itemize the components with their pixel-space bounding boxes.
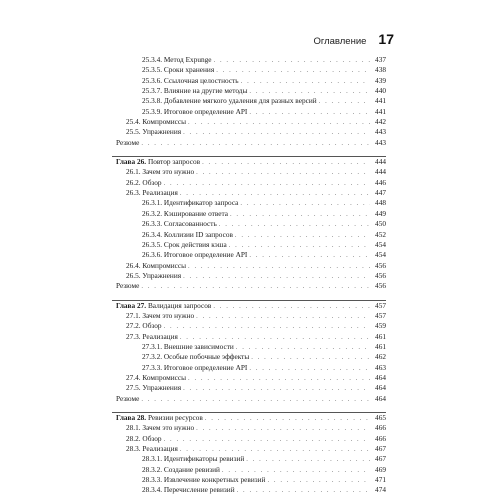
toc-entry[interactable] xyxy=(112,475,386,485)
toc-entry-label xyxy=(142,240,227,250)
toc-entry-title: Резюме xyxy=(116,393,140,403)
toc-entry-label xyxy=(126,434,162,444)
toc-chapter-entry[interactable] xyxy=(112,157,386,167)
toc-entry[interactable] xyxy=(112,209,386,219)
toc-entry[interactable] xyxy=(112,250,386,260)
toc-entry[interactable] xyxy=(112,352,386,362)
toc-entry-title: 28.3.4. Перечисление ревизий xyxy=(142,485,235,495)
toc-entry[interactable] xyxy=(112,485,386,495)
toc-entry-label xyxy=(142,55,212,65)
toc-page-number: 471 xyxy=(375,475,386,485)
toc-entry-label xyxy=(126,188,178,198)
toc-entry-label xyxy=(142,342,234,352)
toc-entry[interactable] xyxy=(112,434,386,444)
toc-entry[interactable] xyxy=(112,373,386,383)
toc-entry-title: Резюме xyxy=(116,281,140,291)
toc-entry-title: 26.1. Зачем это нужно xyxy=(126,167,195,177)
toc-entry-title: 25.3.7. Влияние на другие методы xyxy=(142,86,248,96)
toc-page-number: 448 xyxy=(375,198,386,208)
toc-chapter-number: Глава 27. xyxy=(116,300,147,310)
toc-entry-label xyxy=(142,363,247,373)
toc-entry[interactable] xyxy=(112,198,386,208)
toc-entry-title: 26.3. Реализация xyxy=(126,188,178,198)
toc-entry-title: 26.3.6. Итоговое определение API xyxy=(142,250,248,260)
toc-page-number: 439 xyxy=(375,75,386,85)
toc-chapter-entry[interactable] xyxy=(112,413,386,423)
toc-chapter-number: Глава 28. xyxy=(116,413,147,422)
toc-entry-title: 28.3.1. Идентификаторы ревизий xyxy=(142,454,245,464)
page-number: 17 xyxy=(378,31,394,47)
toc-entry[interactable] xyxy=(112,55,386,65)
toc-page-number: 467 xyxy=(375,454,386,464)
toc-page-number: 467 xyxy=(375,444,386,454)
toc-entry[interactable] xyxy=(112,76,386,86)
dot-leader xyxy=(141,395,370,405)
toc-entry-label xyxy=(142,107,247,117)
toc-entry-label xyxy=(142,86,247,96)
toc-entry-label xyxy=(142,475,265,485)
toc-page-number: 466 xyxy=(375,433,386,443)
toc-entry-label xyxy=(142,250,247,260)
toc-entry-title: 26.3.4. Коллизии ID запросов xyxy=(142,229,233,239)
dot-leader xyxy=(237,486,370,496)
running-head xyxy=(313,31,394,47)
toc-page-number: 443 xyxy=(375,137,386,147)
toc-page-number: 454 xyxy=(375,250,386,260)
toc-page-number: 457 xyxy=(375,310,386,320)
toc-entry-title: 26.3.1. Идентификатор запроса xyxy=(142,198,239,208)
toc-entry-label xyxy=(142,352,249,362)
toc-entry-label xyxy=(142,465,220,475)
toc-entry-label xyxy=(142,65,214,75)
toc-entry-label xyxy=(126,373,186,383)
toc-entry-label xyxy=(126,321,162,331)
toc-page-number: 441 xyxy=(375,96,386,106)
toc-entry[interactable] xyxy=(112,394,386,404)
toc-page-number: 442 xyxy=(375,117,386,127)
toc-entry-title: 25.3.8. Добавление мягкого удаления для разных версий xyxy=(142,96,317,106)
toc-entry-label xyxy=(126,423,194,433)
toc-entry[interactable] xyxy=(112,86,386,96)
toc-entry-label xyxy=(116,157,200,167)
toc-entry-label xyxy=(126,261,186,271)
toc-page-number: 456 xyxy=(375,270,386,280)
toc-entry-title: 27.3.1. Внешние зависимости xyxy=(142,341,234,351)
toc-page-number: 441 xyxy=(375,106,386,116)
toc-page-number: 456 xyxy=(375,260,386,270)
toc-page-number: 443 xyxy=(375,127,386,137)
toc-entry-title: 28.3.3. Извлечение конкретных ревизий xyxy=(142,475,266,485)
toc-entry[interactable] xyxy=(112,342,386,352)
table-of-contents xyxy=(112,55,386,496)
toc-entry[interactable] xyxy=(112,454,386,464)
toc-entry[interactable] xyxy=(112,321,386,331)
toc-entry-title: 25.3.6. Ссылочная целостность xyxy=(142,75,239,85)
toc-entry-title: Валидация запросов xyxy=(147,300,212,310)
toc-chapter-entry[interactable] xyxy=(112,301,386,311)
dot-leader xyxy=(141,282,370,292)
toc-entry-title: 26.4. Компромиссы xyxy=(126,260,187,270)
toc-entry-title: 27.5. Упражнения xyxy=(126,383,182,393)
toc-entry-label xyxy=(142,485,235,495)
toc-page-number: 446 xyxy=(375,177,386,187)
toc-entry-title: Резюме xyxy=(116,137,140,147)
toc-entry-label xyxy=(116,138,139,148)
toc-page-number: 464 xyxy=(375,383,386,393)
toc-entry-title: 27.2. Обзор xyxy=(126,321,162,331)
toc-page-number: 465 xyxy=(375,413,386,422)
toc-entry-title: 26.3.3. Согласованность xyxy=(142,219,217,229)
toc-entry[interactable] xyxy=(112,178,386,188)
toc-page-number: 466 xyxy=(375,423,386,433)
toc-entry[interactable] xyxy=(112,332,386,342)
toc-entry-label xyxy=(126,271,181,281)
toc-entry-label xyxy=(126,178,162,188)
toc-entry-title: 25.3.4. Метод Expunge xyxy=(142,55,212,64)
toc-page-number: 462 xyxy=(375,352,386,362)
toc-entry-label xyxy=(116,281,139,291)
toc-page-number: 461 xyxy=(375,341,386,351)
toc-entry-title: 27.4. Компромиссы xyxy=(126,372,187,382)
toc-page-number: 452 xyxy=(375,229,386,239)
toc-page-number: 438 xyxy=(375,65,386,75)
toc-page-number: 461 xyxy=(375,331,386,341)
dot-leader xyxy=(141,139,370,149)
toc-entry-title: 28.3. Реализация xyxy=(126,444,178,454)
toc-entry[interactable] xyxy=(112,271,386,281)
toc-entry-title: 25.4. Компромиссы xyxy=(126,117,187,127)
toc-entry-title: 25.3.5. Сроки хранения xyxy=(142,65,215,75)
toc-entry-title: Ревизии ресурсов xyxy=(147,413,203,422)
toc-entry[interactable] xyxy=(112,363,386,373)
toc-entry-label xyxy=(126,383,181,393)
toc-entry-title: 26.3.2. Кэширование ответа xyxy=(142,208,228,218)
toc-entry-title: 26.2. Обзор xyxy=(126,177,162,187)
toc-page-number: 444 xyxy=(375,167,386,177)
running-head-title: Оглавление xyxy=(313,36,367,47)
toc-entry-title: 27.3.3. Итоговое определение API xyxy=(142,362,248,372)
toc-entry-label xyxy=(142,209,228,219)
toc-entry-title: 28.2. Обзор xyxy=(126,433,162,443)
toc-page-number: 450 xyxy=(375,219,386,229)
toc-page-number: 444 xyxy=(375,157,386,167)
toc-page-number: 457 xyxy=(375,300,386,310)
toc-entry[interactable] xyxy=(112,127,386,137)
toc-entry-label xyxy=(142,454,244,464)
toc-entry-title: 27.3. Реализация xyxy=(126,331,178,341)
toc-entry-label xyxy=(126,117,186,127)
toc-entry-label xyxy=(126,127,181,137)
toc-entry[interactable] xyxy=(112,188,386,198)
toc-entry-label xyxy=(126,167,194,177)
toc-entry[interactable] xyxy=(112,240,386,250)
toc-page-number: 437 xyxy=(375,55,386,64)
toc-entry-title: 28.3.2. Создание ревизий xyxy=(142,464,220,474)
toc-entry[interactable] xyxy=(112,65,386,75)
toc-entry[interactable] xyxy=(112,96,386,106)
toc-entry-label xyxy=(142,76,239,86)
toc-entry[interactable] xyxy=(112,167,386,177)
toc-entry-title: 27.3.2. Особые побочные эффекты xyxy=(142,352,250,362)
toc-chapter-number: Глава 26. xyxy=(116,157,147,167)
toc-entry-title: 25.3.9. Итоговое определение API xyxy=(142,106,248,116)
toc-entry-label xyxy=(116,301,211,311)
toc-page-number: 464 xyxy=(375,393,386,403)
toc-entry[interactable] xyxy=(112,117,386,127)
toc-entry[interactable] xyxy=(112,444,386,454)
toc-page-number: 463 xyxy=(375,362,386,372)
toc-entry[interactable] xyxy=(112,107,386,117)
toc-page-number: 459 xyxy=(375,321,386,331)
toc-entry-title: 25.5. Упражнения xyxy=(126,127,182,137)
toc-entry[interactable] xyxy=(112,230,386,240)
toc-page-number: 447 xyxy=(375,188,386,198)
toc-page-number: 469 xyxy=(375,464,386,474)
toc-entry-title: Повтор запросов xyxy=(147,157,201,167)
toc-entry-label xyxy=(142,198,238,208)
toc-entry[interactable] xyxy=(112,138,386,148)
toc-entry-label xyxy=(126,332,178,342)
toc-entry-label xyxy=(142,96,317,106)
toc-entry-title: 26.5. Упражнения xyxy=(126,270,182,280)
toc-entry[interactable] xyxy=(112,423,386,433)
toc-page-number: 454 xyxy=(375,239,386,249)
toc-entry[interactable] xyxy=(112,261,386,271)
toc-entry-label xyxy=(142,219,217,229)
toc-entry-title: 28.1. Зачем это нужно xyxy=(126,423,195,433)
toc-entry[interactable] xyxy=(112,311,386,321)
toc-entry-label xyxy=(116,394,139,404)
toc-entry-label xyxy=(142,230,233,240)
toc-page-number: 464 xyxy=(375,372,386,382)
toc-entry[interactable] xyxy=(112,219,386,229)
toc-entry[interactable] xyxy=(112,465,386,475)
toc-page-number: 440 xyxy=(375,86,386,96)
toc-entry[interactable] xyxy=(112,383,386,393)
toc-page-number: 474 xyxy=(375,485,386,495)
toc-page-number: 449 xyxy=(375,208,386,218)
toc-entry-label xyxy=(126,311,194,321)
toc-entry-label xyxy=(116,413,203,423)
toc-page-number: 456 xyxy=(375,281,386,291)
toc-entry-title: 27.1. Зачем это нужно xyxy=(126,310,195,320)
toc-entry[interactable] xyxy=(112,281,386,291)
toc-entry-label xyxy=(126,444,178,454)
toc-entry-title: 26.3.5. Срок действия кэша xyxy=(142,239,227,249)
